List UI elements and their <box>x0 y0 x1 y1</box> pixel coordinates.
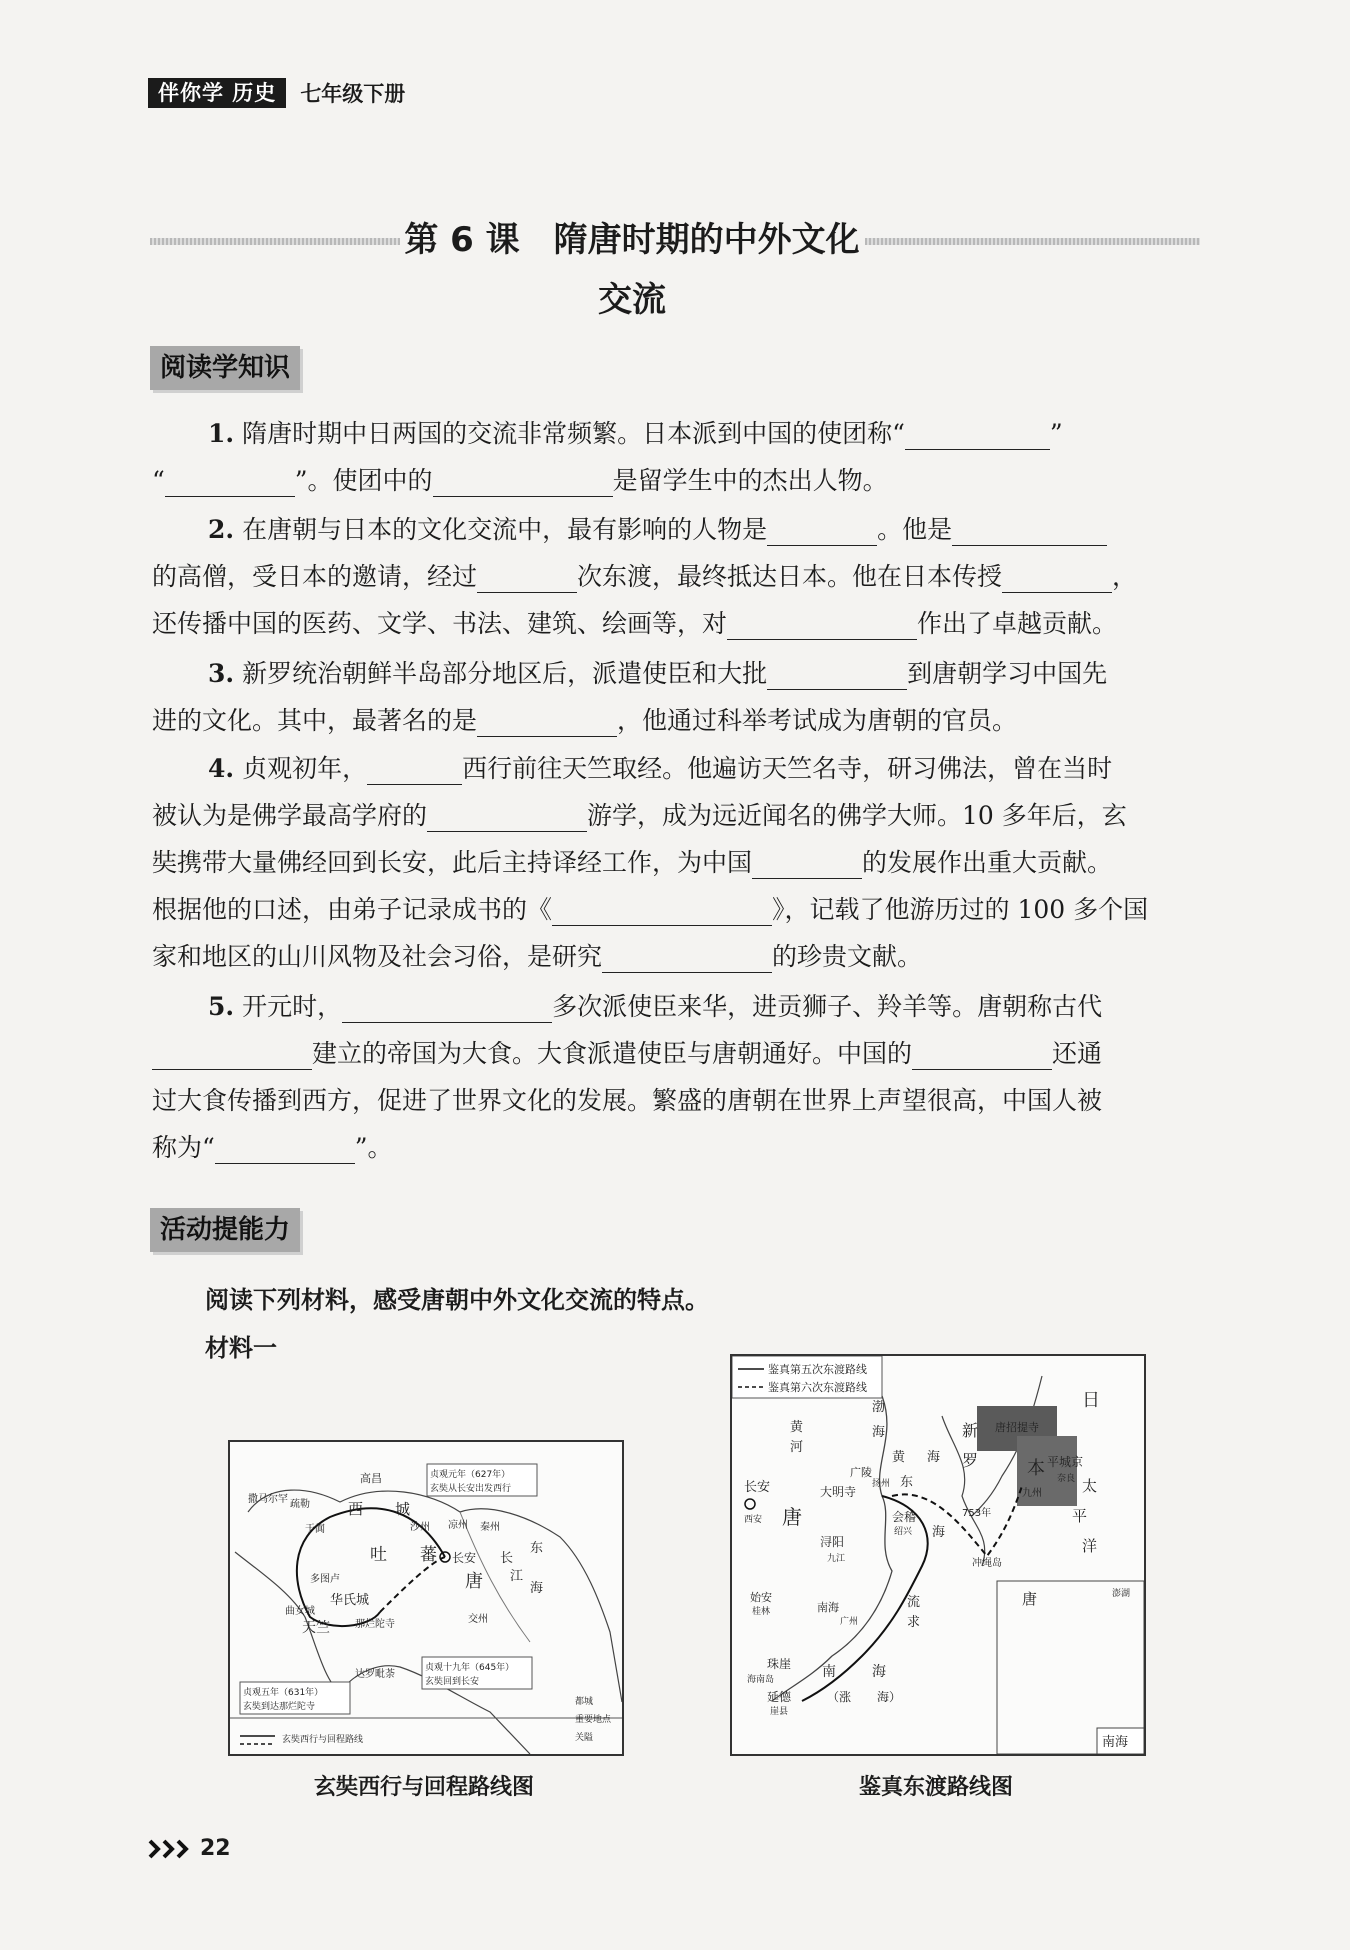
answer-blank[interactable] <box>767 659 907 690</box>
label-tang: 唐 <box>465 1571 483 1592</box>
return-route <box>380 1557 445 1612</box>
page-number: 22 <box>200 1836 231 1861</box>
label-huanghai-hai: 海 <box>927 1450 941 1465</box>
label-gaochang: 高昌 <box>360 1472 382 1485</box>
answer-blank[interactable] <box>477 706 617 737</box>
answer-blank[interactable] <box>552 895 772 926</box>
material-label: 材料一 <box>205 1334 277 1362</box>
section-heading-activity: 活动提能力 <box>150 1208 300 1252</box>
answer-blank[interactable] <box>477 562 577 593</box>
label-yande: 延德 <box>767 1690 792 1704</box>
label-zhuya: 珠崖 <box>767 1657 792 1671</box>
label-tu: 吐 <box>370 1545 387 1565</box>
section-heading-reading: 阅读学知识 <box>150 346 300 390</box>
label-duotulu: 多图卢 <box>310 1574 340 1585</box>
label-huashi: 华氏城 <box>330 1593 370 1608</box>
label-note-627-a: 贞观元年（627年） <box>430 1470 511 1480</box>
lesson-title-row <box>150 210 1200 320</box>
answer-blank[interactable] <box>1002 562 1112 593</box>
title-rule-right <box>865 238 1200 245</box>
xuanzang-map-drawing <box>230 1442 622 1754</box>
label-changan: 长安 <box>744 1480 771 1495</box>
map2-caption: 鉴真东渡路线图 <box>858 1775 1013 1800</box>
answer-blank[interactable] <box>767 515 877 546</box>
question-4: 4. 贞观初年， 西行前往天竺取经。他遍访天竺名寺，研习佛法，曾在当时 被认为是佛学最高学府的 游学，成为远近闻名的佛学大师。10 多年后，玄 奘携带大量佛经回到长安，此后主持译经工作，为中国 的发展作出重大贡献。 根据他的口述，由弟子记录成书的《 》，记载了他游历过的 100 多个国 家和地区的山川风物及社会习俗，是研究 的珍贵文献。 <box>152 754 1149 971</box>
label-bohai-hai: 海 <box>872 1425 886 1440</box>
answer-blank[interactable] <box>342 992 552 1023</box>
label-daluopitu: 达罗毗荼 <box>355 1669 395 1680</box>
label-yangzhou: 扬州 <box>872 1479 891 1489</box>
label-hainan: 海南岛 <box>747 1675 775 1685</box>
label-changan: 长安 <box>452 1551 477 1565</box>
label-note-631-a: 贞观五年（631年） <box>243 1688 324 1698</box>
answer-blank[interactable] <box>602 942 772 973</box>
label-nanhai-city: 南海 <box>817 1601 839 1614</box>
label-donghai-dong: 东 <box>900 1475 914 1490</box>
label-heijokyo: 平城京 <box>1047 1455 1084 1469</box>
label-nara: 奈良 <box>1057 1474 1076 1484</box>
question-5: 5. 开元时， 多次派使臣来华，进贡狮子、羚羊等。唐朝称古代 建立的帝国为大食。大食派遣使臣与唐朝通好。中国的 还通 过大食传播到西方，促进了世界文化的发展。繁盛的唐朝在世界上声望很高，中国人被 称为“ ”。 <box>152 992 1103 1162</box>
chevrons-icon <box>148 1838 192 1860</box>
label-xunyang: 浔阳 <box>820 1535 845 1549</box>
label-inset-penghu: 澎湖 <box>1112 1589 1131 1599</box>
label-cheng: 城 <box>395 1500 411 1518</box>
label-guangling: 广陵 <box>850 1466 872 1479</box>
label-ri: 日 <box>1082 1390 1100 1411</box>
label-jiaozhou: 交州 <box>468 1614 488 1625</box>
legend-capital: 都城 <box>575 1697 594 1707</box>
label-xin: 新 <box>962 1421 979 1440</box>
label-guilin: 桂林 <box>752 1607 771 1617</box>
answer-blank[interactable] <box>727 609 917 640</box>
label-qiu: 求 <box>907 1615 921 1630</box>
legend-route: 玄奘西行与回程路线 <box>282 1735 364 1745</box>
jianzhen-map-drawing <box>732 1356 1144 1754</box>
label-note-645-b: 玄奘回到长安 <box>425 1677 480 1687</box>
label-jiang: 江 <box>510 1569 524 1584</box>
label-kyushu: 九州 <box>1022 1488 1042 1499</box>
answer-blank[interactable] <box>367 754 462 785</box>
label-jiujiang: 九江 <box>827 1554 846 1564</box>
label-luo: 罗 <box>962 1451 979 1470</box>
answer-blank[interactable] <box>152 1039 312 1070</box>
label-qinzhou: 秦州 <box>480 1522 500 1533</box>
series-badge: 伴你学 历史 <box>148 78 286 108</box>
label-zhanghai-b: 海） <box>877 1690 902 1704</box>
question-2: 2. 在唐朝与日本的文化交流中，最有影响的人物是 。他是 的高僧，受日本的邀请，经过 次东渡，最终抵达日本。他在日本传授 ， 还传播中国的医药、文学、书法、建筑、绘画等，对 作出了卓越贡献。 <box>152 515 1138 638</box>
answer-blank[interactable] <box>905 419 1050 450</box>
label-shule: 疏勒 <box>290 1499 310 1510</box>
label-tai: 太 <box>1082 1477 1098 1495</box>
answer-blank[interactable] <box>912 1039 1052 1070</box>
label-donghai-hai: 海 <box>932 1525 946 1540</box>
label-huang: 黄 <box>790 1420 804 1435</box>
label-inset-nanhai: 南海 <box>1102 1735 1129 1750</box>
label-chang: 长 <box>500 1551 514 1566</box>
label-west: 西 <box>348 1500 364 1518</box>
jianzhen-route-map <box>730 1354 1146 1756</box>
label-note-631-b: 玄奘到达那烂陀寺 <box>243 1702 316 1712</box>
label-samarkand: 撒马尔罕 <box>248 1494 288 1505</box>
label-ben: 本 <box>1027 1458 1045 1479</box>
label-liu: 流 <box>907 1595 921 1610</box>
label-shazhou: 沙州 <box>410 1522 430 1533</box>
label-note-645-a: 贞观十九年（645年） <box>425 1663 515 1673</box>
label-kuaiji: 会稽 <box>892 1510 917 1524</box>
title-rule-left <box>150 238 400 245</box>
label-xian: 西安 <box>744 1515 763 1525</box>
label-nalanda: 那烂陀寺 <box>355 1619 395 1630</box>
label-dong: 东 <box>530 1541 544 1556</box>
map1-caption: 玄奘西行与回程路线图 <box>313 1775 534 1800</box>
lesson-title: 第 6 课 隋唐时期的中外文化交流 <box>402 210 862 330</box>
coastline <box>235 1552 530 1754</box>
label-guangzhou: 广州 <box>840 1617 859 1627</box>
label-hai: 海 <box>530 1581 544 1596</box>
label-tang: 唐 <box>782 1505 802 1529</box>
legend-sixth: 鉴真第六次东渡路线 <box>768 1381 867 1394</box>
answer-blank[interactable] <box>433 466 613 497</box>
label-bo: 蕃 <box>420 1545 437 1565</box>
label-okinawa: 冲绳岛 <box>972 1558 1002 1569</box>
answer-blank[interactable] <box>215 1133 355 1164</box>
label-yaxian: 崖县 <box>770 1707 789 1717</box>
label-note-627-b: 玄奘从长安出发西行 <box>430 1484 512 1494</box>
question-1: 1. 隋唐时期中日两国的交流非常频繁。日本派到中国的使团称“ ” “ ”。使团中的 是留学生中的杰出人物。 <box>152 419 1063 495</box>
answer-blank[interactable] <box>952 515 1107 546</box>
book-header <box>148 78 405 108</box>
label-toshodaiji: 唐招提寺 <box>995 1421 1039 1434</box>
label-he: 河 <box>790 1440 804 1455</box>
label-753: 753年 <box>962 1508 992 1519</box>
question-3: 3. 新罗统治朝鲜半岛部分地区后，派遣使臣和大批 到唐朝学习中国先 进的文化。其中，最著名的是 ，他通过科举考试成为唐朝的官员。 <box>152 659 1108 735</box>
legend-fifth: 鉴真第五次东渡路线 <box>768 1363 867 1376</box>
legend-important-place: 重要地点 <box>575 1715 612 1725</box>
label-daming: 大明寺 <box>820 1485 857 1499</box>
label-shaoxing: 绍兴 <box>894 1527 913 1537</box>
answer-blank[interactable] <box>427 801 587 832</box>
label-nanhai-hai: 海 <box>872 1664 886 1680</box>
label-ping: 平 <box>1072 1507 1088 1525</box>
page-footer <box>148 1836 231 1861</box>
label-tianzhu: 天竺 <box>302 1620 330 1636</box>
legend-pass: 关隘 <box>575 1733 594 1743</box>
label-nanhai-nan: 南 <box>822 1664 836 1680</box>
label-yang: 洋 <box>1082 1537 1098 1555</box>
label-bo: 渤 <box>872 1400 886 1415</box>
changan-marker <box>745 1499 755 1509</box>
label-inset-tang: 唐 <box>1022 1590 1038 1608</box>
label-shian: 始安 <box>750 1591 772 1604</box>
label-qunu: 曲女城 <box>285 1606 315 1617</box>
grade-label: 七年级下册 <box>300 81 406 106</box>
label-liangzhou: 凉州 <box>448 1520 468 1531</box>
xuanzang-route-map <box>228 1440 624 1756</box>
label-huanghai-huang: 黄 <box>892 1450 906 1465</box>
answer-blank[interactable] <box>165 466 295 497</box>
answer-blank[interactable] <box>752 848 862 879</box>
label-yutian: 于阗 <box>305 1524 325 1535</box>
activity-instruction: 阅读下列材料，感受唐朝中外文化交流的特点。 <box>205 1286 709 1314</box>
label-zhanghai-a: （涨 <box>827 1690 852 1704</box>
